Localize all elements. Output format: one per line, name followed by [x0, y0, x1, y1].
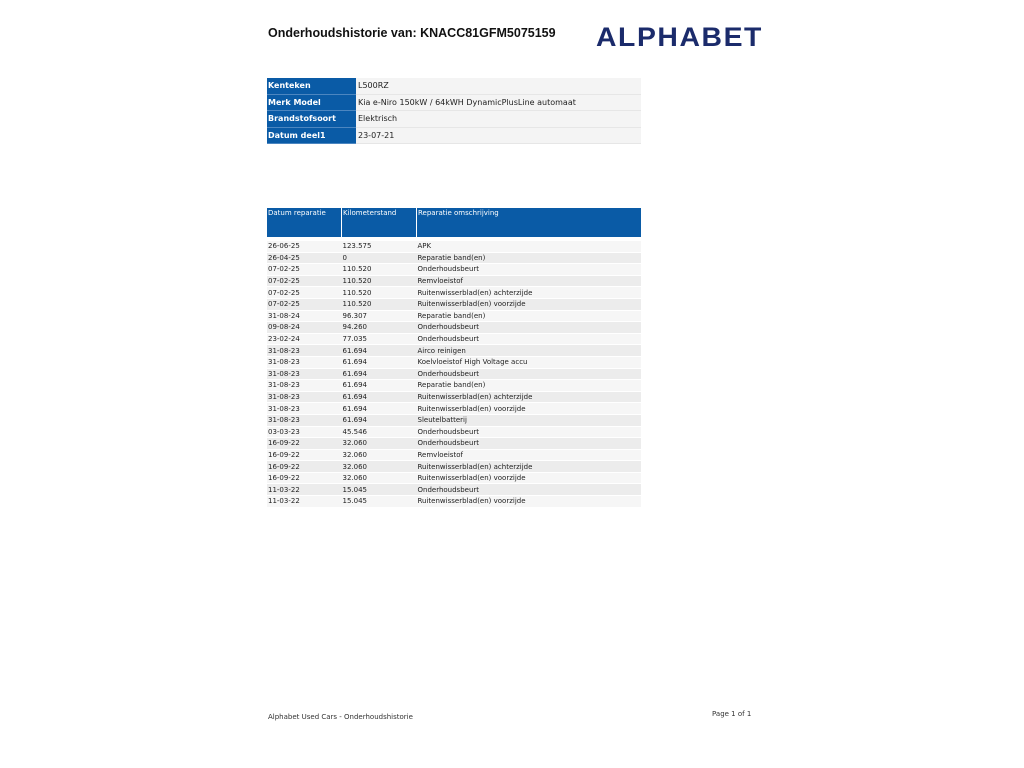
mileage-cell: 61.694 — [342, 391, 417, 403]
repair-description-cell: Ruitenwisserblad(en) voorzijde — [417, 403, 642, 415]
table-row — [267, 322, 641, 334]
repair-date-cell: 16-09-22 — [267, 461, 342, 473]
table-row — [267, 403, 641, 415]
table-row — [267, 310, 641, 322]
repair-description-cell: Onderhoudsbeurt — [417, 438, 642, 450]
table-row — [267, 438, 641, 450]
mileage-cell: 0 — [342, 252, 417, 264]
table-row — [267, 264, 641, 276]
table-row — [267, 426, 641, 438]
repair-description-cell: Onderhoudsbeurt — [417, 264, 642, 276]
vehicle-info-value: L500RZ — [356, 78, 641, 94]
repair-date-cell: 07-02-25 — [267, 287, 342, 299]
repair-description-cell: Remvloeistof — [417, 449, 642, 461]
repair-description-cell: Onderhoudsbeurt — [417, 426, 642, 438]
mileage-cell: 15.045 — [342, 496, 417, 508]
vehicle-info-value: Kia e-Niro 150kW / 64kWH DynamicPlusLine automaat — [356, 94, 641, 111]
repair-date-cell: 26-04-25 — [267, 252, 342, 264]
repair-description-cell: Airco reinigen — [417, 345, 642, 357]
repair-description-cell: Sleutelbatterij — [417, 414, 642, 426]
repair-date-cell: 16-09-22 — [267, 472, 342, 484]
column-header-description: Reparatie omschrijving — [417, 208, 642, 237]
repair-date-cell: 31-08-24 — [267, 310, 342, 322]
table-row — [267, 391, 641, 403]
table-row — [267, 461, 641, 473]
mileage-cell: 32.060 — [342, 472, 417, 484]
repair-description-cell: Onderhoudsbeurt — [417, 322, 642, 334]
repair-description-cell: APK — [417, 241, 642, 253]
footer-document-label: Alphabet Used Cars - Onderhoudshistorie — [268, 713, 413, 721]
repair-description-cell: Ruitenwisserblad(en) voorzijde — [417, 472, 642, 484]
repair-description-cell: Koelvloeistof High Voltage accu — [417, 356, 642, 368]
vehicle-info-row — [267, 78, 641, 94]
repair-date-cell: 07-02-25 — [267, 298, 342, 310]
vehicle-info-row — [267, 127, 641, 144]
mileage-cell: 110.520 — [342, 275, 417, 287]
repair-description-cell: Ruitenwisserblad(en) voorzijde — [417, 298, 642, 310]
repair-date-cell: 31-08-23 — [267, 391, 342, 403]
table-row — [267, 345, 641, 357]
vehicle-info-label: Brandstofsoort — [267, 111, 356, 128]
repair-description-cell: Remvloeistof — [417, 275, 642, 287]
mileage-cell: 123.575 — [342, 241, 417, 253]
mileage-cell: 110.520 — [342, 264, 417, 276]
table-row — [267, 252, 641, 264]
repair-description-cell: Ruitenwisserblad(en) achterzijde — [417, 287, 642, 299]
mileage-cell: 32.060 — [342, 449, 417, 461]
repair-date-cell: 31-08-23 — [267, 380, 342, 392]
table-row — [267, 414, 641, 426]
repair-date-cell: 31-08-23 — [267, 414, 342, 426]
table-row — [267, 298, 641, 310]
mileage-cell: 94.260 — [342, 322, 417, 334]
column-header-mileage: Kilometerstand — [342, 208, 417, 237]
repair-date-cell: 11-03-22 — [267, 496, 342, 508]
table-row — [267, 496, 641, 508]
page-title: Onderhoudshistorie van: KNACC81GFM5075159 — [268, 26, 556, 40]
vehicle-info-row — [267, 94, 641, 111]
mileage-cell: 77.035 — [342, 333, 417, 345]
table-row — [267, 275, 641, 287]
repair-description-cell: Onderhoudsbeurt — [417, 333, 642, 345]
mileage-cell: 32.060 — [342, 438, 417, 450]
repair-date-cell: 31-08-23 — [267, 345, 342, 357]
table-row — [267, 484, 641, 496]
repair-description-cell: Ruitenwisserblad(en) achterzijde — [417, 461, 642, 473]
repair-date-cell: 31-08-23 — [267, 403, 342, 415]
table-row — [267, 287, 641, 299]
repair-date-cell: 03-03-23 — [267, 426, 342, 438]
mileage-cell: 96.307 — [342, 310, 417, 322]
page-number: Page 1 of 1 — [712, 710, 752, 718]
alphabet-logo: ALPHABET — [596, 22, 763, 52]
history-header-row — [267, 208, 641, 237]
mileage-cell: 61.694 — [342, 345, 417, 357]
table-row — [267, 356, 641, 368]
repair-description-cell: Reparatie band(en) — [417, 380, 642, 392]
repair-date-cell: 23-02-24 — [267, 333, 342, 345]
repair-description-cell: Ruitenwisserblad(en) achterzijde — [417, 391, 642, 403]
repair-date-cell: 16-09-22 — [267, 438, 342, 450]
table-row — [267, 472, 641, 484]
mileage-cell: 61.694 — [342, 403, 417, 415]
repair-description-cell: Reparatie band(en) — [417, 252, 642, 264]
vehicle-info-label: Datum deel1 — [267, 127, 356, 144]
table-row — [267, 368, 641, 380]
mileage-cell: 15.045 — [342, 484, 417, 496]
vehicle-info-row — [267, 111, 641, 128]
mileage-cell: 45.546 — [342, 426, 417, 438]
maintenance-history-table — [267, 208, 641, 508]
repair-description-cell: Ruitenwisserblad(en) voorzijde — [417, 496, 642, 508]
table-row — [267, 333, 641, 345]
repair-description-cell: Reparatie band(en) — [417, 310, 642, 322]
repair-description-cell: Onderhoudsbeurt — [417, 484, 642, 496]
mileage-cell: 110.520 — [342, 298, 417, 310]
repair-date-cell: 11-03-22 — [267, 484, 342, 496]
repair-date-cell: 07-02-25 — [267, 264, 342, 276]
column-header-date: Datum reparatie — [267, 208, 342, 237]
repair-date-cell: 16-09-22 — [267, 449, 342, 461]
repair-date-cell: 09-08-24 — [267, 322, 342, 334]
mileage-cell: 32.060 — [342, 461, 417, 473]
mileage-cell: 61.694 — [342, 368, 417, 380]
mileage-cell: 61.694 — [342, 380, 417, 392]
repair-description-cell: Onderhoudsbeurt — [417, 368, 642, 380]
mileage-cell: 61.694 — [342, 356, 417, 368]
table-row — [267, 380, 641, 392]
vehicle-info-value: Elektrisch — [356, 111, 641, 128]
repair-date-cell: 31-08-23 — [267, 356, 342, 368]
repair-date-cell: 07-02-25 — [267, 275, 342, 287]
table-row — [267, 449, 641, 461]
table-row — [267, 241, 641, 253]
repair-date-cell: 26-06-25 — [267, 241, 342, 253]
mileage-cell: 110.520 — [342, 287, 417, 299]
repair-date-cell: 31-08-23 — [267, 368, 342, 380]
vehicle-info-table — [267, 78, 641, 144]
vehicle-info-label: Merk Model — [267, 94, 356, 111]
vehicle-info-label: Kenteken — [267, 78, 356, 94]
mileage-cell: 61.694 — [342, 414, 417, 426]
vehicle-info-value: 23-07-21 — [356, 127, 641, 144]
